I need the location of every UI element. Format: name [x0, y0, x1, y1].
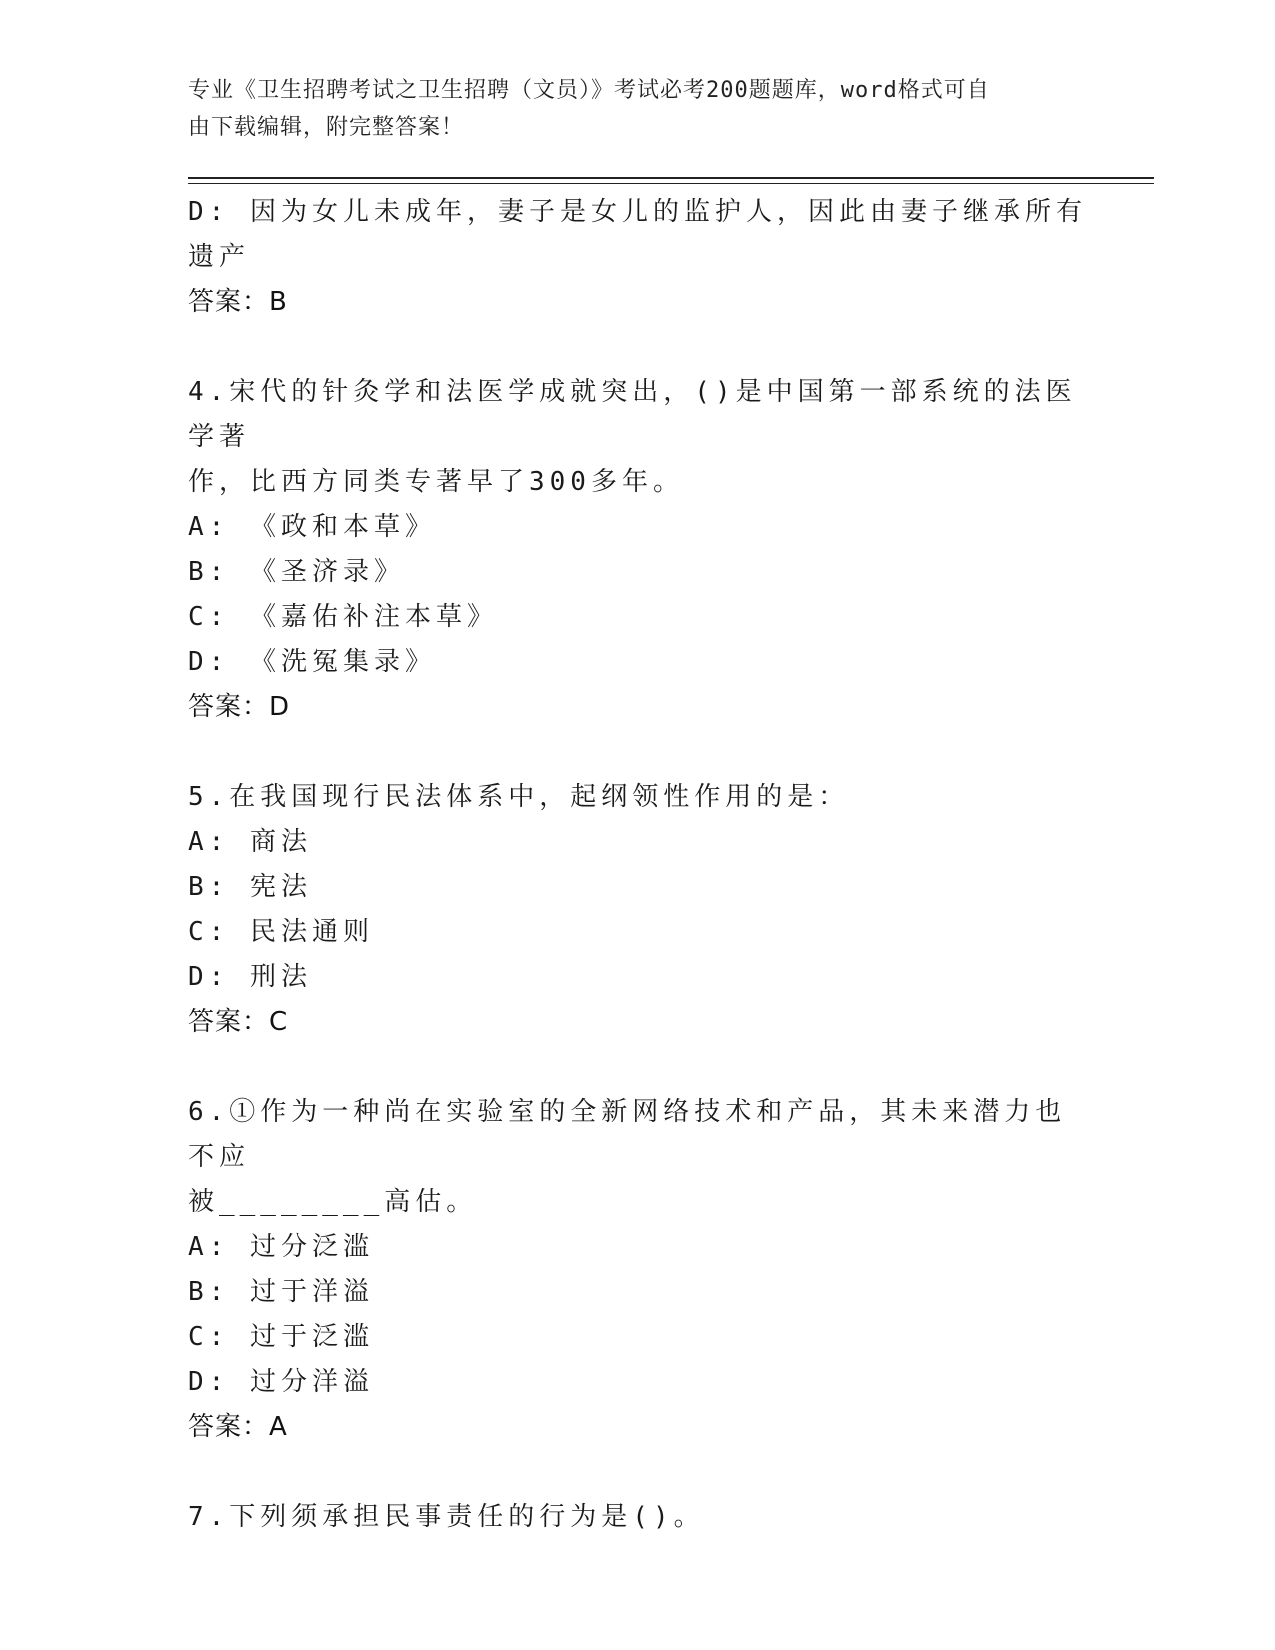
- question-6: [188, 1090, 1088, 1450]
- header-line-1: 专业《卫生招聘考试之卫生招聘（文员）》考试必考200题题库，word格式可自: [188, 78, 990, 103]
- option-d: D: 因为女儿未成年，妻子是女儿的监护人，因此由妻子继承所有遗产: [188, 197, 1087, 272]
- option-d: D: 过分洋溢: [188, 1367, 374, 1397]
- option-b: B: 宪法: [188, 872, 312, 902]
- question-stem: 4.宋代的针灸学和法医学成就突出，()是中国第一部系统的法医学著: [188, 377, 1077, 452]
- answer-line: 答案：C: [188, 1007, 289, 1037]
- question-7: [188, 1495, 1088, 1540]
- option-a: A: 过分泛滥: [188, 1232, 374, 1262]
- question-stem-continued: 作，比西方同类专著早了300多年。: [188, 467, 684, 497]
- question-stem-continued: 被________高估。: [188, 1187, 478, 1217]
- option-d: D: 刑法: [188, 962, 312, 992]
- document-header: [188, 72, 1088, 146]
- question-4: [188, 370, 1088, 730]
- answer-line: 答案：A: [188, 1412, 288, 1442]
- question-list: [188, 190, 1088, 1540]
- question-stem: 5.在我国现行民法体系中，起纲领性作用的是：: [188, 782, 850, 812]
- question-5: [188, 775, 1088, 1045]
- previous-question-tail: [188, 190, 1088, 325]
- question-stem: 6.①作为一种尚在实验室的全新网络技术和产品，其未来潜力也不应: [188, 1097, 1067, 1172]
- option-a: A: 商法: [188, 827, 312, 857]
- option-a: A: 《政和本草》: [188, 512, 436, 542]
- option-c: C: 《嘉佑补注本草》: [188, 602, 498, 632]
- header-line-2: 由下载编辑，附完整答案！: [188, 115, 465, 140]
- option-b: B: 《圣济录》: [188, 557, 405, 587]
- header-divider-thin: [188, 183, 1154, 184]
- answer-line: 答案：D: [188, 692, 291, 722]
- option-c: C: 民法通则: [188, 917, 374, 947]
- option-d: D: 《洗冤集录》: [188, 647, 436, 677]
- header-divider: [188, 177, 1154, 179]
- question-stem: 7.下列须承担民事责任的行为是()。: [188, 1502, 705, 1532]
- option-b: B: 过于洋溢: [188, 1277, 374, 1307]
- option-c: C: 过于泛滥: [188, 1322, 374, 1352]
- answer-line: 答案：B: [188, 287, 288, 317]
